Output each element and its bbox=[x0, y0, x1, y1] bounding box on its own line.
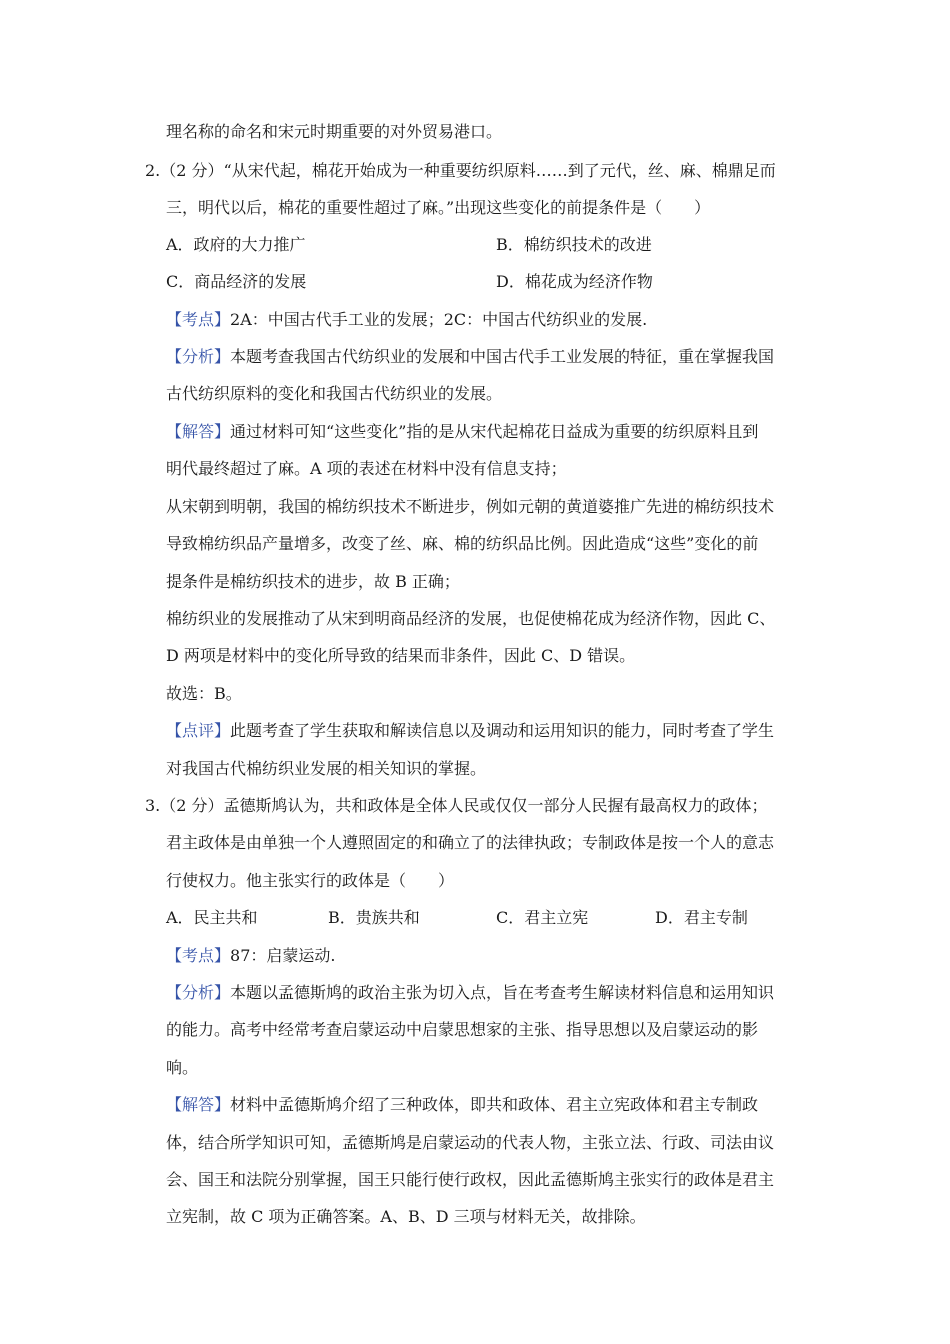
question-stem: （2 分）“从宋代起，棉花开始成为一种重要纺织原料……到了元代，丝、麻、棉鼎足而 bbox=[160, 161, 776, 180]
fenxi-line bbox=[166, 346, 774, 368]
dianping-line bbox=[166, 720, 774, 742]
kaodian-tag: 【考点】 bbox=[166, 310, 231, 329]
fenxi-text: 古代纺织原料的变化和我国古代纺织业的发展。 bbox=[166, 384, 503, 403]
jieda-text: 明代最终超过了麻。A 项的表述在材料中没有信息支持； bbox=[166, 459, 567, 478]
question-number-label: 2. bbox=[145, 161, 161, 180]
kaodian-line bbox=[166, 309, 647, 331]
kaodian-text: 87：启蒙运动. bbox=[230, 946, 336, 965]
fenxi-text: 本题以孟德斯鸠的政治主张为切入点，旨在考查考生解读材料信息和运用知识 bbox=[230, 983, 775, 1002]
answer-choice: 故选：B。 bbox=[166, 684, 242, 703]
jieda-text: 体，结合所学知识可知，孟德斯鸠是启蒙运动的代表人物，主张立法、行政、司法由议 bbox=[166, 1133, 775, 1152]
jieda-text: 导致棉纺织品产量增多，改变了丝、麻、棉的纺织品比例。因此造成“这些”变化的前 bbox=[166, 534, 759, 553]
jieda-text: 通过材料可知“这些变化”指的是从宋代起棉花日益成为重要的纺织原料且到 bbox=[230, 422, 759, 441]
option-b: B．棉纺织技术的改进 bbox=[496, 235, 652, 254]
jieda-line bbox=[166, 421, 758, 443]
option-d: D．棉花成为经济作物 bbox=[496, 272, 653, 291]
question-stem: 三，明代以后，棉花的重要性超过了麻。”出现这些变化的前提条件是（ ） bbox=[166, 198, 711, 217]
question-number bbox=[145, 160, 776, 182]
option-a: A．民主共和 bbox=[166, 908, 258, 927]
option-a: A．政府的大力推广 bbox=[166, 235, 306, 254]
jieda-text: 提条件是棉纺织技术的进步，故 B 正确； bbox=[166, 572, 460, 591]
option-b: B．贵族共和 bbox=[328, 908, 420, 927]
jieda-text: 从宋朝到明朝，我国的棉纺织技术不断进步，例如元朝的黄道婆推广先进的棉纺织技术 bbox=[166, 497, 775, 516]
option-c: C．君主立宪 bbox=[496, 908, 589, 927]
kaodian-line bbox=[166, 945, 335, 967]
kaodian-text: 2A：中国古代手工业的发展；2C：中国古代纺织业的发展. bbox=[230, 310, 648, 329]
fenxi-text: 本题考查我国古代纺织业的发展和中国古代手工业发展的特征，重在掌握我国 bbox=[230, 347, 775, 366]
jieda-text: 立宪制，故 C 项为正确答案。A、B、D 三项与材料无关，故排除。 bbox=[166, 1207, 646, 1226]
option-d: D．君主专制 bbox=[655, 908, 748, 927]
question-number bbox=[145, 795, 768, 817]
intro-line: 理名称的命名和宋元时期重要的对外贸易港口。 bbox=[166, 122, 503, 141]
jieda-tag: 【解答】 bbox=[166, 422, 231, 441]
fenxi-line bbox=[166, 982, 774, 1004]
fenxi-tag: 【分析】 bbox=[166, 983, 231, 1002]
question-stem: （2 分）孟德斯鸠认为，共和政体是全体人民或仅仅一部分人民握有最高权力的政体； bbox=[160, 796, 768, 815]
kaodian-tag: 【考点】 bbox=[166, 946, 231, 965]
question-number-label: 3. bbox=[145, 796, 161, 815]
jieda-text: 会、国王和法院分别掌握，国王只能行使行政权，因此孟德斯鸠主张实行的政体是君主 bbox=[166, 1170, 775, 1189]
dianping-text: 此题考查了学生获取和解读信息以及调动和运用知识的能力，同时考查了学生 bbox=[230, 721, 775, 740]
jieda-tag: 【解答】 bbox=[166, 1095, 231, 1114]
fenxi-text: 响。 bbox=[166, 1058, 199, 1077]
dianping-text: 对我国古代棉纺织业发展的相关知识的掌握。 bbox=[166, 759, 487, 778]
jieda-text: 棉纺织业的发展推动了从宋到明商品经济的发展，也促使棉花成为经济作物，因此 C、 bbox=[166, 609, 776, 628]
question-stem: 君主政体是由单独一个人遵照固定的和确立了的法律执政；专制政体是按一个人的意志 bbox=[166, 833, 775, 852]
dianping-tag: 【点评】 bbox=[166, 721, 231, 740]
jieda-text: D 两项是材料中的变化所导致的结果而非条件，因此 C、D 错误。 bbox=[166, 646, 636, 665]
option-c: C．商品经济的发展 bbox=[166, 272, 307, 291]
jieda-line bbox=[166, 1094, 758, 1116]
fenxi-text: 的能力。高考中经常考查启蒙运动中启蒙思想家的主张、指导思想以及启蒙运动的影 bbox=[166, 1020, 759, 1039]
jieda-text: 材料中孟德斯鸠介绍了三种政体，即共和政体、君主立宪政体和君主专制政 bbox=[230, 1095, 759, 1114]
question-stem: 行使权力。他主张实行的政体是（ ） bbox=[166, 871, 455, 890]
fenxi-tag: 【分析】 bbox=[166, 347, 231, 366]
